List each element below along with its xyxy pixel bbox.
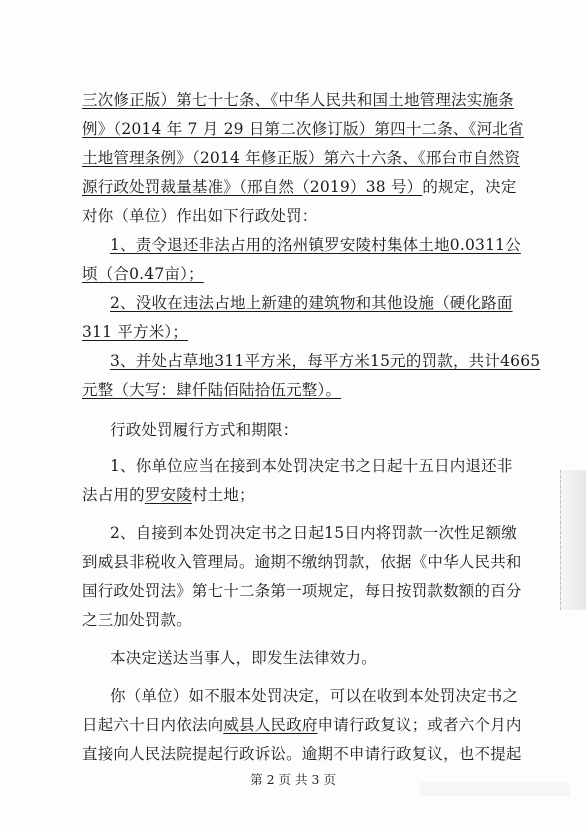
text-line: 到威县非税收入管理局。逾期不缴纳罚款，依据《中华人民共和 [82, 553, 522, 571]
text-line: 国行政处罚法》第七十二条第一项规定，每日按罚款数额的百分 [82, 582, 522, 600]
text-line [82, 715, 522, 735]
scan-smudge [420, 782, 570, 796]
text-segment: 村土地； [191, 486, 255, 504]
text-line [82, 177, 517, 197]
text-line: 311 平方米）； [82, 323, 189, 341]
text-segment: 法占用的 [82, 486, 145, 504]
seal-edge-mark [560, 470, 586, 610]
text-line: 土地管理条例》（2014 年修正版）第六十六条、《邢台市自然资 [82, 149, 521, 167]
penalty-item-1: 1、责令退还非法占用的洺州镇罗安陵村集体土地0.0311公 [110, 236, 521, 254]
text-segment: 源行政处罚裁量基准》（邢自然（2019）38 号） [82, 178, 423, 196]
text-line: 三次修正版）第七十七条、《中华人民共和国土地管理法实施条 [82, 91, 514, 109]
text-line: 元整（大写：肆仟陆佰陆拾伍元整）。 [82, 381, 342, 399]
section-heading: 行政处罚履行方式和期限： [110, 421, 299, 439]
penalty-item-2: 2、没收在违法占地上新建的建筑物和其他设施（硬化路面 [110, 294, 513, 312]
text-segment: 日起六十日内依法向 [82, 716, 224, 734]
text-line: 对你（单位）作出如下行政处罚： [82, 207, 318, 225]
text-segment: 罗安陵 [144, 486, 192, 504]
page-number: 第 2 页 共 3 页 [250, 772, 336, 787]
text-line: 你（单位）如不服本处罚决定，可以在收到本处罚决定书之 [110, 687, 519, 705]
text-line: 1、你单位应当在接到本处罚决定书之日起十五日内退还非 [110, 457, 513, 475]
text-line: 本决定送达当事人，即发生法律效力。 [110, 649, 377, 667]
text-segment: 的规定，决定 [422, 178, 517, 196]
text-line: 直接向人民法院提起行政诉讼。逾期不申请行政复议，也不提起 [82, 745, 522, 763]
text-line: 顷（合0.47亩）； [82, 265, 204, 283]
text-segment: 申请行政复议；或者六个月内 [317, 716, 522, 734]
text-line: 例》（2014 年 7 月 29 日第二次修订版）第四十二条、《河北省 [82, 120, 524, 138]
text-line [82, 485, 255, 505]
text-line: 之三加处罚款。 [82, 611, 192, 629]
penalty-item-3: 3、并处占草地311平方米，每平方米15元的罚款，共计4665 [110, 352, 541, 370]
text-segment: 威县人民政府 [223, 716, 318, 734]
text-line: 2、自接到本处罚决定书之日起15日内将罚款一次性足额缴 [110, 524, 517, 542]
